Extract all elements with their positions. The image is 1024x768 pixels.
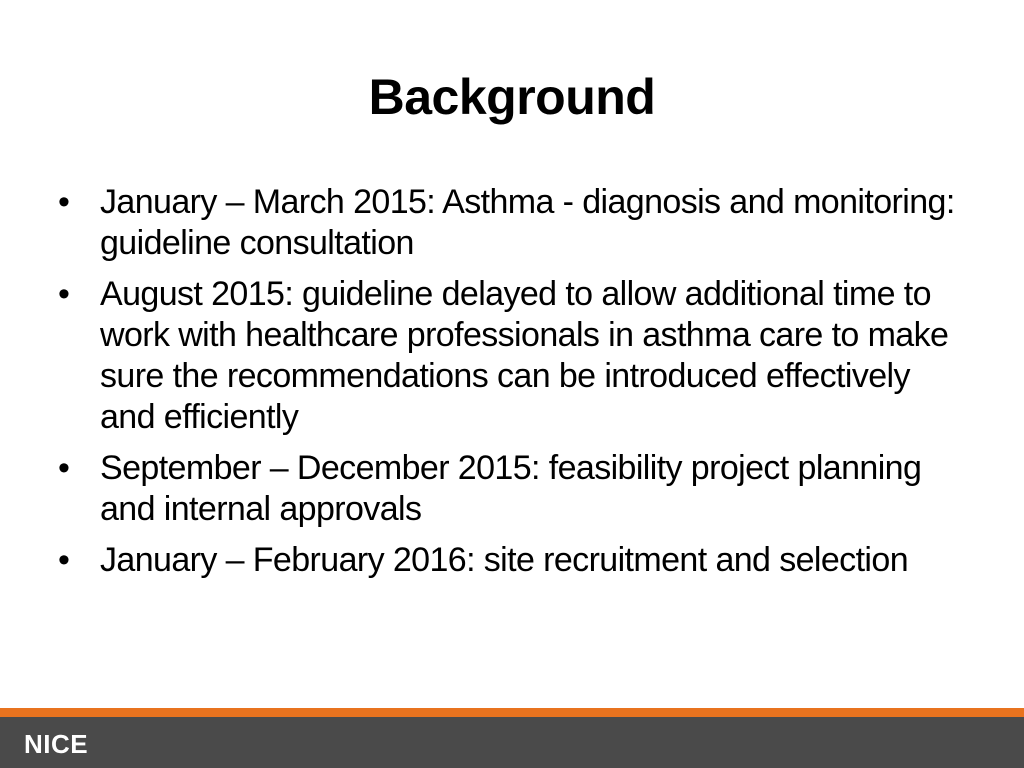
footer-bar [0, 717, 1024, 768]
slide-title: Background [368, 69, 656, 125]
bullet-icon: • [58, 183, 70, 221]
bullet-item [56, 448, 956, 530]
bullet-item [56, 540, 956, 581]
bullet-icon: • [58, 275, 70, 313]
bullet-text: September – December 2015: feasibility project planning and internal approvals [100, 449, 922, 528]
bullet-icon: • [58, 449, 70, 487]
bullet-item [56, 274, 956, 438]
nice-logo: NICE [24, 729, 89, 759]
bullet-text: January – March 2015: Asthma - diagnosis and monitoring: guideline consultation [100, 183, 955, 262]
bullet-icon: • [58, 541, 70, 579]
bullet-text: January – February 2016: site recruitment and selection [100, 541, 909, 579]
footer-orange-stripe [0, 708, 1024, 717]
bullet-text: August 2015: guideline delayed to allow additional time to work with healthcare professionals in asthma care to make sure the recommendations can be introduced effectively and efficiently [100, 275, 949, 436]
bullet-list [56, 182, 956, 591]
bullet-item [56, 182, 956, 264]
